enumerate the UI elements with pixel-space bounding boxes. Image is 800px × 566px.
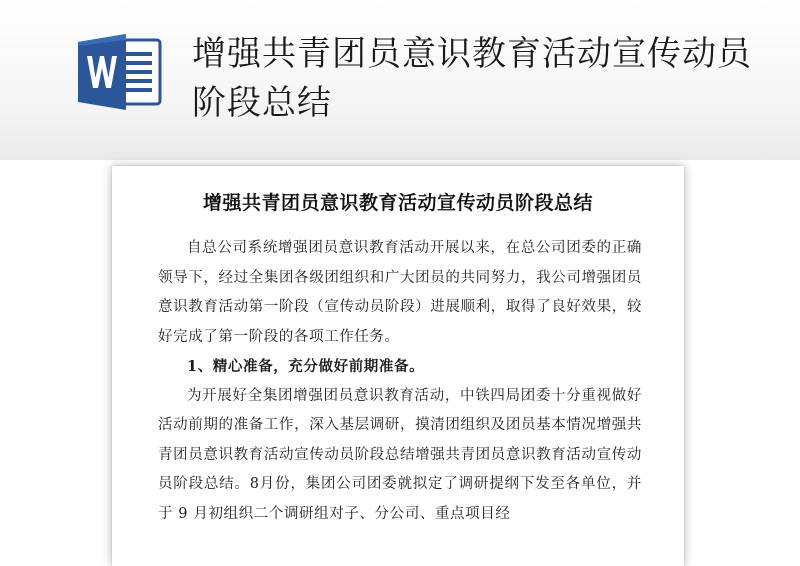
document-body	[158, 234, 642, 529]
document-paragraph: 为开展好全集团增强团员意识教育活动，中铁四局团委十分重视做好活动前期的准备工作，深入基层调研，摸清团组织及团员基本情况增强共青团员意识教育活动宣传动员阶段总结增强共青团员意识教育活动宣传动员阶段总结。8月份，集团公司团委就拟定了调研提纲下发至各单位，并于 9 月初组织二个调研组对子、分公司、重点项目经	[158, 387, 642, 522]
document-title: 增强共青团员意识教育活动宣传动员阶段总结	[202, 192, 593, 214]
word-document-icon	[76, 32, 164, 112]
document-paragraph: 自总公司系统增强团员意识教育活动开展以来，在总公司团委的正确领导下，经过全集团各级团组织和广大团员的共同努力，我公司增强团员意识教育活动第一阶段（宣传动员阶段）进展顺利，取得了良好效果，较好完成了第一阶段的各项工作任务。	[158, 240, 642, 345]
header-title: 增强共青团员意识教育活动宣传动员阶段总结	[192, 34, 752, 123]
document-section-heading: 1、精心准备，充分做好前期准备。	[187, 358, 425, 375]
document-page	[112, 166, 684, 566]
